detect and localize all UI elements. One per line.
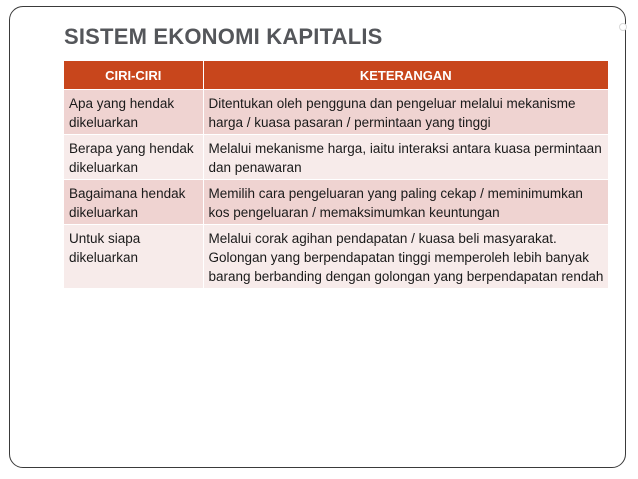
- row-description-cell: Ditentukan oleh pengguna dan pengeluar melalui mekanisme harga / kuasa pasaran / permintaan yang tinggi: [203, 90, 608, 135]
- table-row: [64, 90, 608, 135]
- table-row: [64, 180, 608, 225]
- row-feature-cell: Untuk siapa dikeluarkan: [64, 225, 203, 289]
- table-header-row: [64, 61, 608, 90]
- slide-corner-dot: [619, 23, 627, 31]
- row-feature-cell: Apa yang hendak dikeluarkan: [64, 90, 203, 135]
- header-ciri-ciri: CIRI-CIRI: [64, 61, 203, 90]
- row-feature-cell: Berapa yang hendak dikeluarkan: [64, 135, 203, 180]
- table-row: [64, 135, 608, 180]
- row-description-cell: Melalui mekanisme harga, iaitu interaksi antara kuasa permintaan dan penawaran: [203, 135, 608, 180]
- slide-title: SISTEM EKONOMI KAPITALIS: [64, 24, 383, 49]
- characteristics-table: [64, 61, 608, 288]
- row-feature-cell: Bagaimana hendak dikeluarkan: [64, 180, 203, 225]
- row-description-cell: Melalui corak agihan pendapatan / kuasa beli masyarakat. Golongan yang berpendapatan tinggi memperoleh lebih banyak barang berbanding dengan golongan yang berpendapatan rendah: [203, 225, 608, 289]
- header-keterangan: KETERANGAN: [203, 61, 608, 90]
- table-row: [64, 225, 608, 289]
- row-description-cell: Memilih cara pengeluaran yang paling cekap / meminimumkan kos pengeluaran / memaksimumkan keuntungan: [203, 180, 608, 225]
